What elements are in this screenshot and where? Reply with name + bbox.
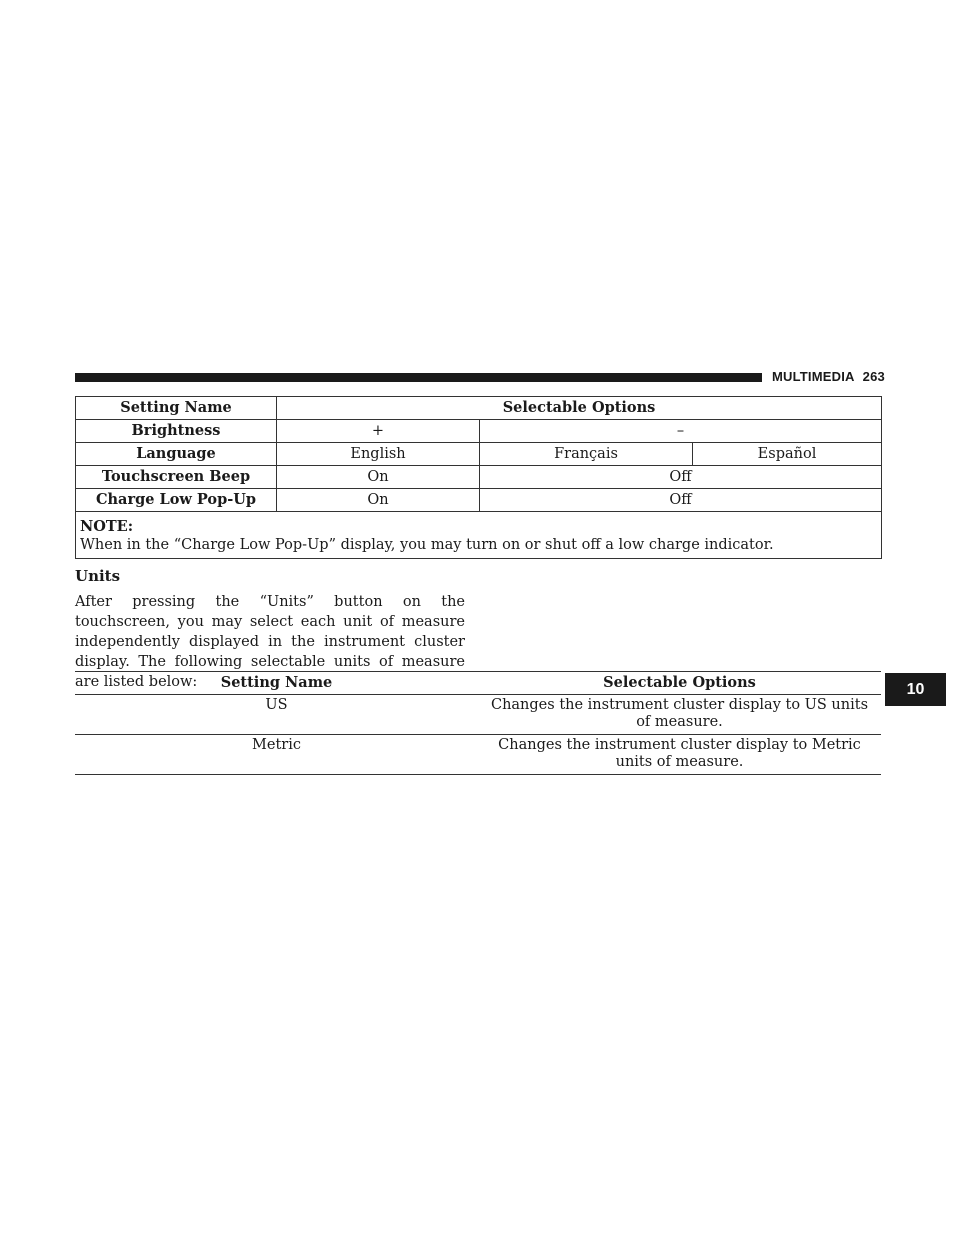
chapter-tab: 10 (885, 673, 946, 706)
setting-name: Charge Low Pop-Up (76, 489, 277, 512)
option-description: Changes the instrument cluster display to Metric units of measure. (478, 735, 881, 775)
column-header-selectable-options: Selectable Options (277, 397, 882, 420)
setting-name: Touchscreen Beep (76, 466, 277, 489)
option-value: On (277, 466, 480, 489)
units-settings-table (75, 671, 881, 775)
table-row (76, 443, 882, 466)
note-row (76, 512, 882, 559)
table-row (76, 489, 882, 512)
section-heading-units: Units (75, 567, 121, 585)
table-row (76, 420, 882, 443)
note-text: When in the “Charge Low Pop-Up” display, you may turn on or shut off a low charge indicator. (80, 537, 774, 553)
option-value: English (277, 443, 480, 466)
column-header-setting-name: Setting Name (75, 672, 478, 695)
table-row (75, 695, 881, 735)
setting-name: US (75, 695, 478, 735)
table-row (76, 466, 882, 489)
setting-name: Metric (75, 735, 478, 775)
header-rule (75, 373, 762, 382)
option-value: Français (480, 443, 693, 466)
section-title: MULTIMEDIA (772, 369, 855, 384)
units-description-paragraph: After pressing the “Units” button on the touchscreen, you may select each unit of measure independently displayed in the instrument cluster display. The following selectable units of measure are listed below: (75, 594, 465, 690)
option-description: Changes the instrument cluster display to US units of measure. (478, 695, 881, 735)
column-header-setting-name: Setting Name (76, 397, 277, 420)
table-header-row (76, 397, 882, 420)
note-cell (76, 512, 882, 559)
table-row (75, 735, 881, 775)
setting-name: Language (76, 443, 277, 466)
option-value: Off (480, 489, 882, 512)
option-value: + (277, 420, 480, 443)
option-value: Off (480, 466, 882, 489)
option-value: On (277, 489, 480, 512)
page-number: 263 (862, 369, 885, 384)
column-header-selectable-options: Selectable Options (478, 672, 881, 695)
option-value: – (480, 420, 882, 443)
running-header (772, 369, 885, 384)
note-label: NOTE: (80, 518, 134, 535)
display-settings-table (75, 396, 882, 559)
setting-name: Brightness (76, 420, 277, 443)
option-value: Español (693, 443, 882, 466)
table-header-row (75, 672, 881, 695)
